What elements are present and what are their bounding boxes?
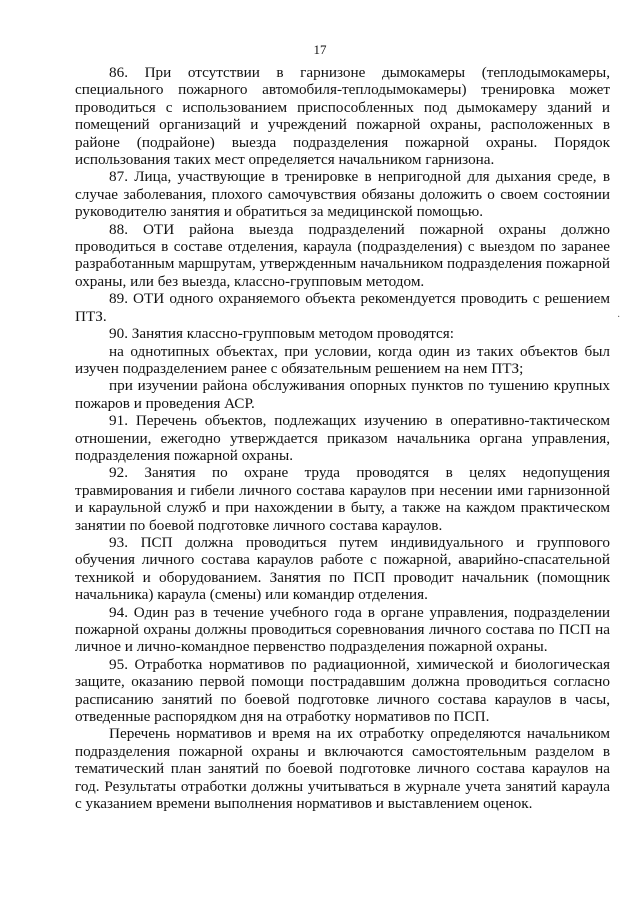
paragraph-94: 94. Один раз в течение учебного года в органе управления, подразделении пожарной охраны должны проводиться соревнования личного состава по ПСП на личное и лично-командное первенство подразделения пожарной охраны. (75, 603, 610, 656)
paragraph-89: 89. ОТИ одного охраняемого объекта рекомендуется проводить с решением ПТЗ. (75, 290, 610, 325)
paragraph-93: 93. ПСП должна проводиться путем индивидуального и группового обучения личного состава караулов работе с пожарной, аварийно-спасательной техникой и оборудованием. Занятия по ПСП проводит начальник (помощник начальника) караула (смены) или командир отделения. (75, 533, 610, 604)
page-number: 17 (313, 42, 327, 57)
document-body (75, 64, 610, 812)
paragraph-87: 87. Лица, участвующие в тренировке в непригодной для дыхания среде, в случае заболевания, плохого самочувствия обязаны доложить о своем состоянии руководителю занятия и обратиться за медицинской помощью. (75, 168, 610, 221)
paragraph-88: 88. ОТИ района выезда подразделений пожарной охраны должно проводиться в составе отделения, караула (подразделения) с выездом по заранее разработанным маршрутам, утвержденным начальником подразделения пожарной охраны, или без выезда, классно-групповым методом. (75, 220, 610, 290)
paragraph-95-continuation: Перечень нормативов и время на их отработку определяются начальником подразделения пожарной охраны и включаются самостоятельным разделом в тематический план занятий по боевой подготовке личного состава караулов на год. Результаты отработки должны учитываться в журнале учета занятий караула с указанием времени выполнения нормативов и выставлением оценок. (75, 725, 610, 813)
paragraph-86: 86. При отсутствии в гарнизоне дымокамеры (теплодымокамеры, специального пожарного автомобиля-теплодымокамеры) тренировка может проводиться с использованием приспособленных под дымокамеру зданий и помещений организаций и учреждений пожарной охраны, расположенных в районе (подрайоне) выезда подразделения пожарной охраны. Порядок использования таких мест определяется начальником гарнизона. (75, 64, 610, 169)
paragraph-91: 91. Перечень объектов, подлежащих изучению в оперативно-тактическом отношении, ежегодно утверждается приказом начальника органа управления, подразделения пожарной охраны. (75, 412, 610, 464)
paragraph-90-item-2: при изучении района обслуживания опорных пунктов по тушению крупных пожаров и проведения АСР. (75, 377, 610, 412)
paragraph-90-item-1: на однотипных объектах, при условии, когда один из таких объектов был изучен подразделением ранее с обязательным решением на нем ПТЗ; (75, 342, 610, 377)
paragraph-90: 90. Занятия классно-групповым методом проводятся: (109, 325, 455, 343)
paragraph-92: 92. Занятия по охране труда проводятся в целях недопущения травмирования и гибели личного состава караулов при несении ими гарнизонной и караульной служб и при нахождении в быту, а также на каждом практическом занятии по боевой подготовке личного состава караулов. (75, 464, 610, 534)
margin-mark: · (617, 312, 621, 323)
paragraph-95: 95. Отработка нормативов по радиационной, химической и биологическая защите, оказанию первой помощи пострадавшим должна проводиться согласно расписанию занятий по боевой подготовке личного состава караулов в часы, отведенные распорядком дня на отработку нормативов по ПСП. (75, 655, 610, 726)
